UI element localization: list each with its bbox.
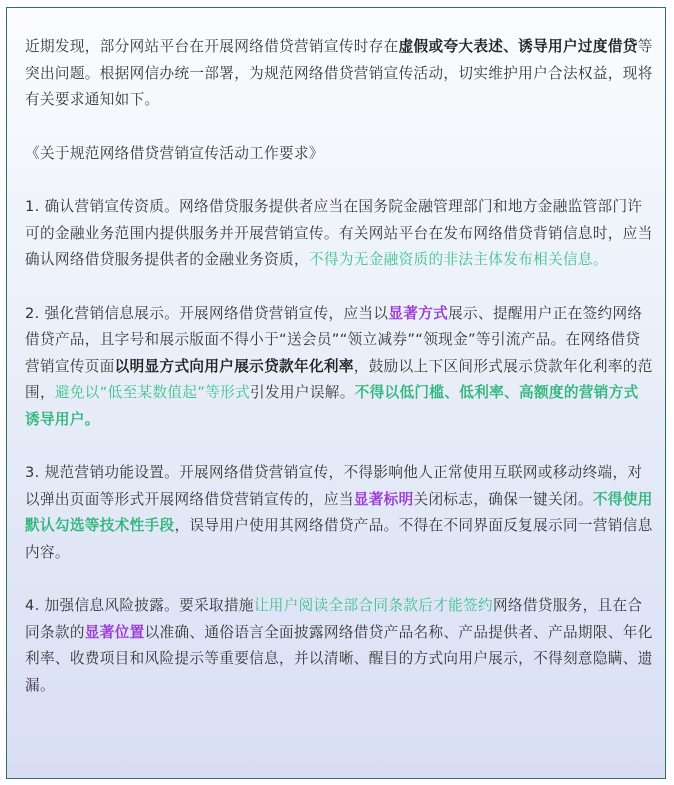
item-3-purple-highlight: 显著标明 [353, 490, 414, 508]
item-3-text-1: 3. 规范营销功能设置。开展网络借贷营销宣传，不得影响他人正常使用互联网或移动终端，对以弹出页面等形式开展网络借贷营销宣传的，应当 [25, 464, 643, 508]
item-2-paragraph [25, 301, 653, 434]
item-4-text-1: 4. 加强信息风险披露。要采取措施 [25, 597, 254, 614]
item-2-text-2: 展示、提醒用户正在签约网络借贷产品，且字号和展示版面不得小于“送会员”“领立减券”“领现金”等引流产品。在网络借贷营销宣传页面 [25, 304, 643, 375]
item-4-purple-highlight: 显著位置 [84, 623, 145, 641]
intro-text-2: 等突出问题。根据网信办统一部署，为规范网络借贷营销宣传活动，切实维护用户合法权益，现将有关要求通知如下。 [25, 38, 653, 108]
item-1-highlight: 不得为无金融资质的非法主体发布相关信息。 [308, 251, 608, 268]
item-1-paragraph [25, 194, 653, 274]
item-2-text-3: ，鼓励以上下区间形式展示贷款年化利率的范围， [25, 357, 653, 401]
item-4-green-highlight: 让用户阅读全部合同条款后才能签约 [253, 597, 493, 614]
intro-text-1: 近期发现，部分网站平台在开展网络借贷营销宣传时存在 [25, 38, 399, 55]
item-2-text-4: 引发用户误解。 [250, 384, 355, 401]
item-2-green-highlight: 避免以“低至某数值起”等形式 [54, 384, 251, 401]
item-2-green-bold-highlight: 不得以低门槛、低利率、高额度的营销方式诱导用户。 [25, 384, 639, 428]
intro-paragraph [25, 34, 653, 114]
notice-card [6, 7, 666, 779]
item-3-green-bold-highlight: 不得使用默认勾选等技术性手段 [25, 490, 653, 534]
item-3-text-2: 关闭标志，确保一键关闭。 [413, 490, 593, 508]
document-title-text: 《关于规范网络借贷营销宣传活动工作要求》 [25, 144, 324, 162]
item-4-text-3: 以准确、通俗语言全面披露网络借贷产品名称、产品提供者、产品期限、年化利率、收费项目和风险提示等重要信息，并以清晰、醒目的方式向用户展示，不得刻意隐瞒、遗漏。 [25, 623, 653, 694]
item-3-paragraph [25, 460, 653, 566]
item-2-text-1: 2. 强化营销信息展示。开展网络借贷营销宣传，应当以 [25, 304, 389, 322]
item-4-text-2: 网络借贷服务，且在合同条款的 [25, 597, 643, 641]
intro-highlight: 虚假或夸大表述、诱导用户过度借贷 [398, 38, 638, 55]
item-3-text-3: ，误导用户使用其网络借贷产品。不得在不同界面反复展示同一营销信息内容。 [25, 517, 653, 561]
item-2-bold-highlight: 以明显方式向用户展示贷款年化利率 [114, 357, 354, 375]
item-4-paragraph [25, 593, 653, 699]
document-title [25, 141, 653, 168]
notice-content [25, 34, 653, 726]
item-2-purple-highlight: 显著方式 [388, 304, 449, 322]
item-1-text: 1. 确认营销宣传资质。网络借贷服务提供者应当在国务院金融管理部门和地方金融监管部门许可的金融业务范围内提供服务并开展营销宣传。有关网站平台在发布网络借贷背销信息时，应当确认网络借贷服务提供者的金融业务资质， [25, 198, 653, 268]
